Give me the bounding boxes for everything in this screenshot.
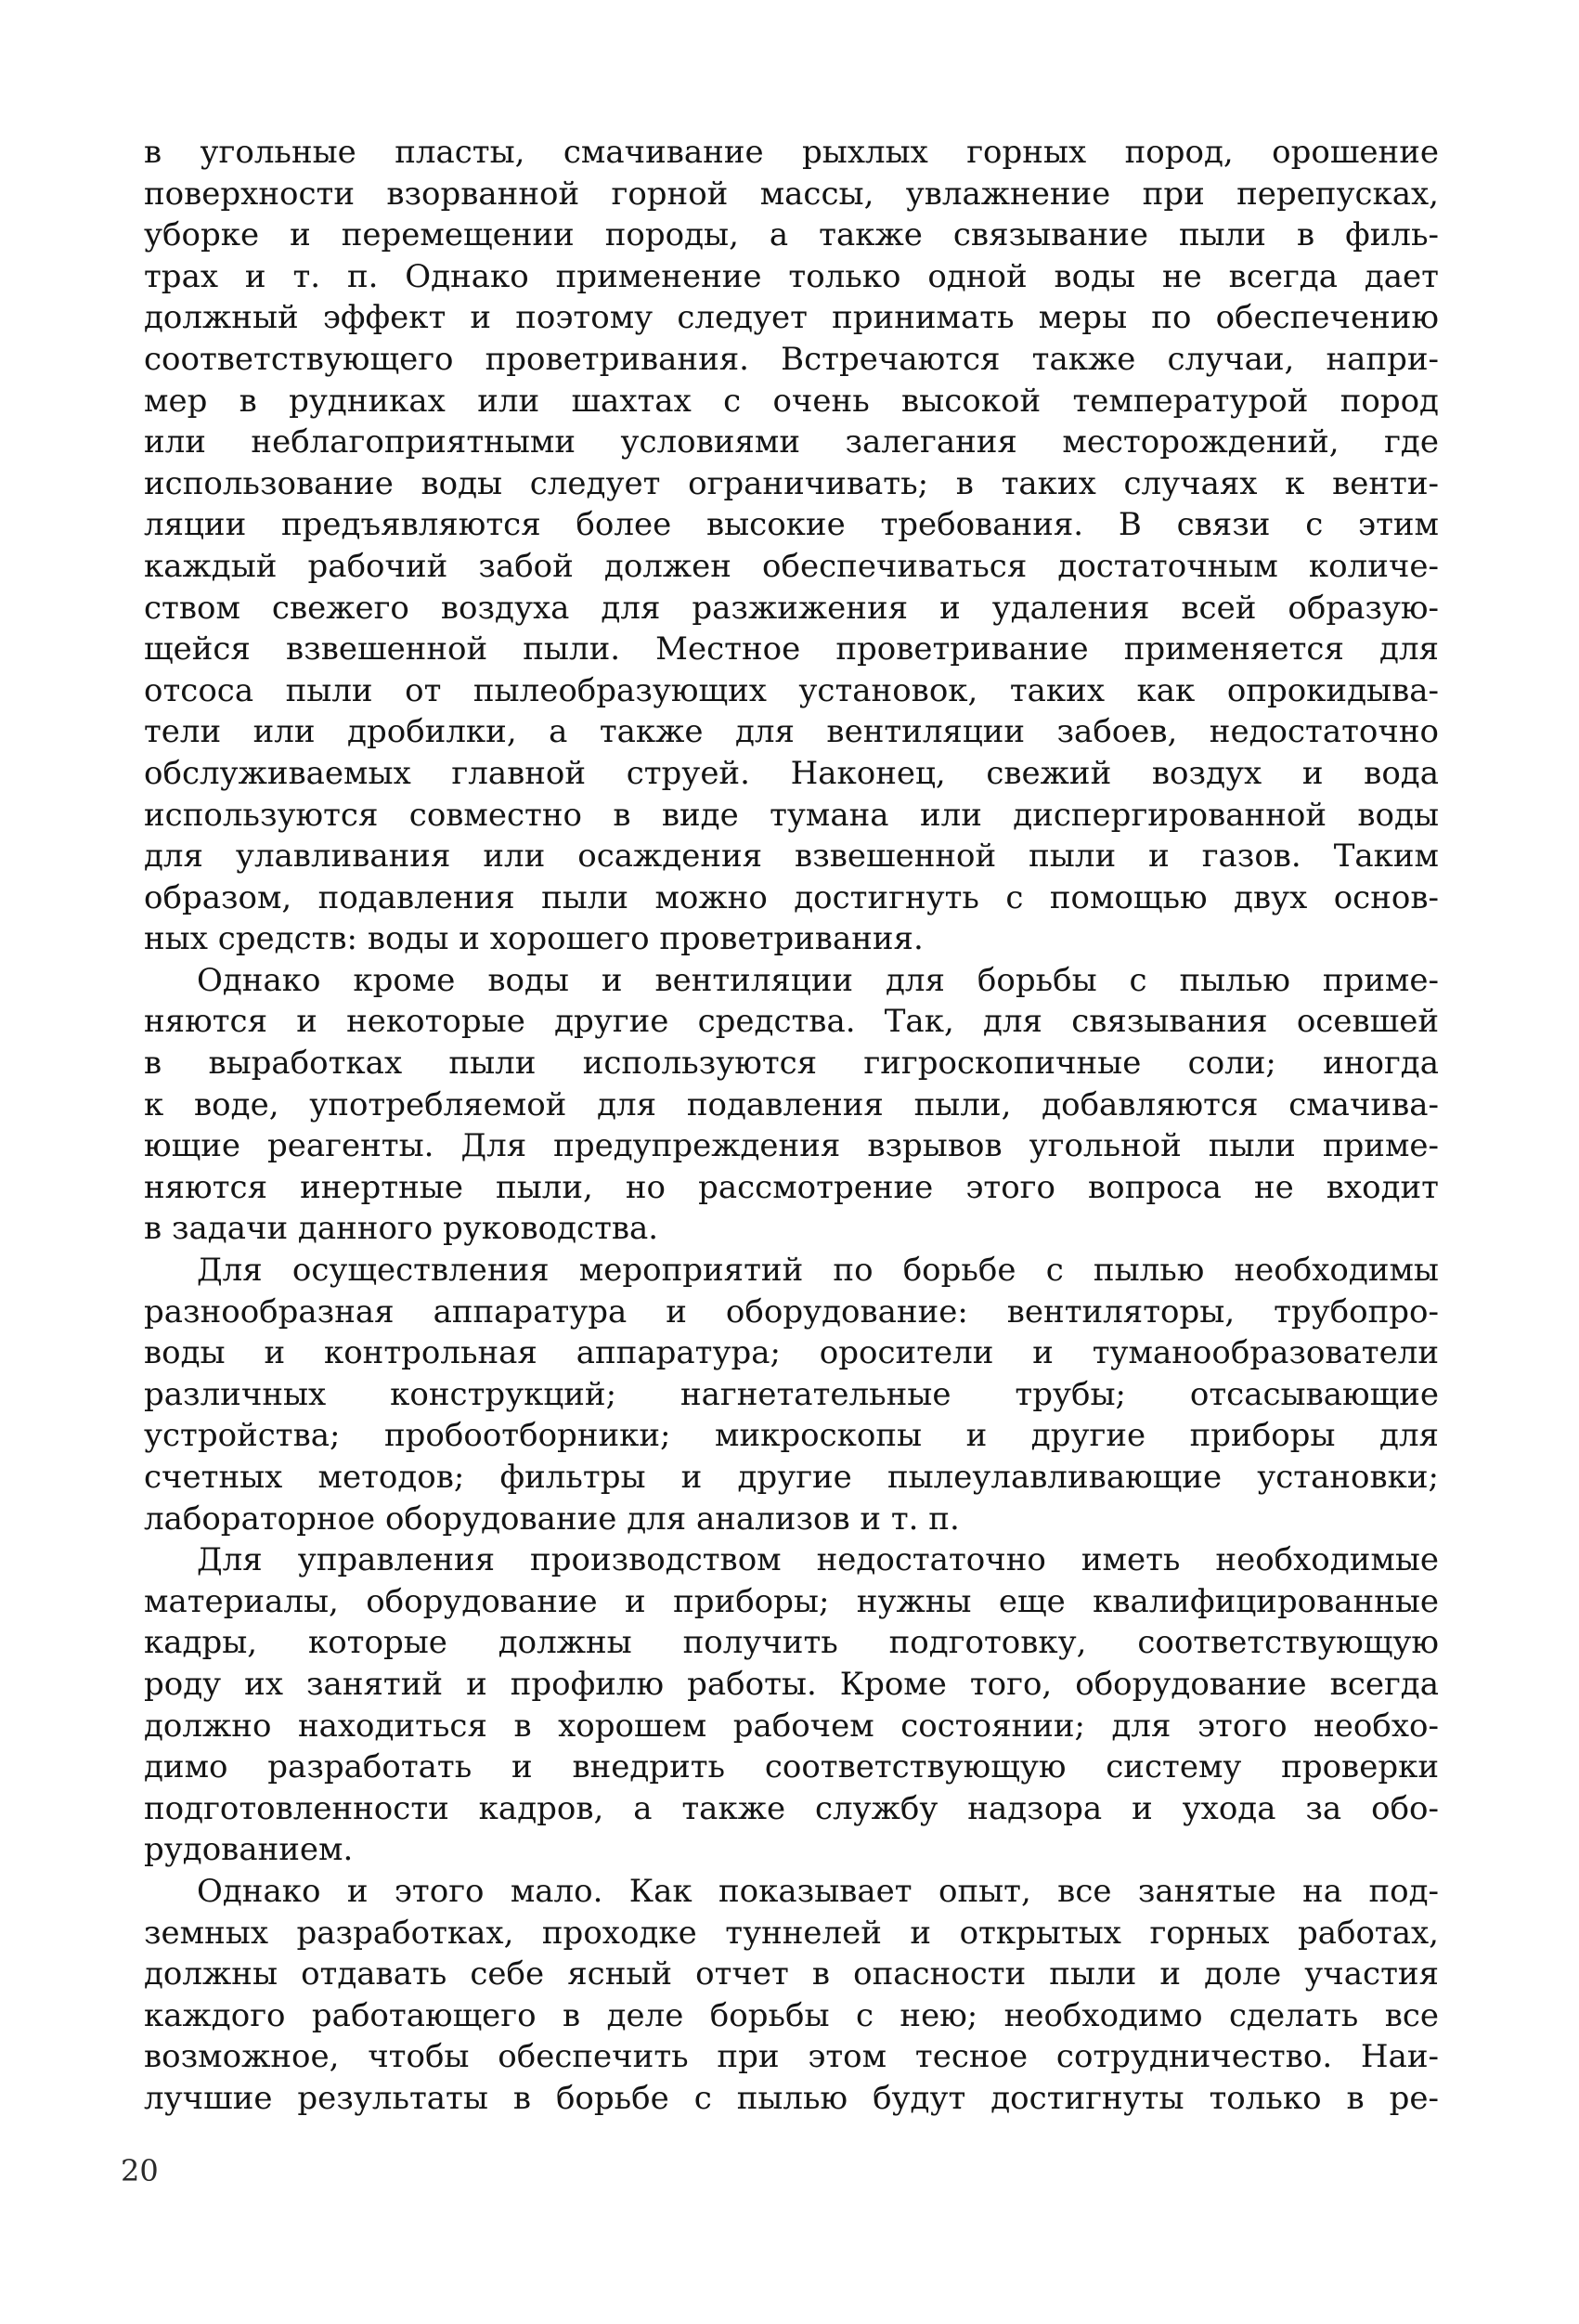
text-line: земных разработках, проходке туннелей и открытых горных работах, <box>144 1914 1439 1952</box>
body-text <box>144 132 1439 2120</box>
text-line: воды и контрольная аппаратура; оросители и туманообразователи <box>144 1334 1439 1372</box>
paragraph <box>144 1539 1439 1871</box>
text-line: рудованием. <box>144 1831 354 1869</box>
paragraph <box>144 960 1439 1250</box>
text-line: ющие реагенты. Для предупреждения взрывов угольной пыли приме- <box>144 1127 1439 1165</box>
text-line: ляции предъявляются более высокие требования. В связи с этим <box>144 506 1439 544</box>
text-line: разнообразная аппаратура и оборудование: вентиляторы, трубопро- <box>144 1292 1439 1331</box>
text-line: отсоса пыли от пылеобразующих установок, таких как опрокидыва- <box>144 671 1439 709</box>
text-line: образом, подавления пыли можно достигнуть с помощью двух основ- <box>144 878 1439 916</box>
text-line: Для осуществления мероприятий по борьбе с пылью необходимы <box>197 1252 1439 1290</box>
text-line: устройства; пробоотборники; микроскопы и другие приборы для <box>144 1417 1439 1455</box>
text-line: лучшие результаты в борьбе с пылью будут достигнуты только в ре- <box>144 2079 1439 2117</box>
text-line: лабораторное оборудование для анализов и т. п. <box>144 1500 960 1538</box>
text-line: димо разработать и внедрить соответствующую систему проверки <box>144 1748 1439 1786</box>
text-line: Однако кроме воды и вентиляции для борьбы с пылью приме- <box>197 961 1439 999</box>
text-line: щейся взвешенной пыли. Местное проветривание применяется для <box>144 630 1439 669</box>
text-line: няются и некоторые другие средства. Так, для связывания осевшей <box>144 1003 1439 1041</box>
text-line: в задачи данного руководства. <box>144 1210 659 1248</box>
text-line: возможное, чтобы обеспечить при этом тесное сотрудничество. Наи- <box>144 2038 1439 2076</box>
text-line: мер в рудниках или шахтах с очень высокой температурой пород <box>144 382 1439 420</box>
text-line: или неблагоприятными условиями залегания месторождений, где <box>144 423 1439 461</box>
text-line: каждый рабочий забой должен обеспечиваться достаточным количе- <box>144 547 1439 585</box>
text-line: трах и т. п. Однако применение только одной воды не всегда дает <box>144 257 1439 295</box>
text-line: должны отдавать себе ясный отчет в опасности пыли и доле участия <box>144 1955 1439 1993</box>
text-line: использование воды следует ограничивать; в таких случаях к венти- <box>144 464 1439 502</box>
paragraph <box>144 1871 1439 2120</box>
text-line: в угольные пласты, смачивание рыхлых горных пород, орошение <box>144 134 1439 171</box>
text-line: поверхности взорванной горной массы, увлажнение при перепусках, <box>144 175 1439 213</box>
text-line: няются инертные пыли, но рассмотрение этого вопроса не входит <box>144 1168 1439 1206</box>
text-line: каждого работающего в деле борьбы с нею; необходимо сделать все <box>144 1996 1439 2034</box>
text-line: материалы, оборудование и приборы; нужны еще квалифицированные <box>144 1582 1439 1620</box>
text-line: в выработках пыли используются гигроскопичные соли; иногда <box>144 1045 1439 1083</box>
text-line: уборке и перемещении породы, а также связывание пыли в филь- <box>144 216 1439 254</box>
paragraph <box>144 1250 1439 1539</box>
text-line: Однако и этого мало. Как показывает опыт, все занятые на под- <box>197 1872 1439 1910</box>
text-line: счетных методов; фильтры и другие пылеулавливающие установки; <box>144 1459 1439 1496</box>
text-line: подготовленности кадров, а также службу надзора и ухода за обо- <box>144 1789 1439 1827</box>
text-line: кадры, которые должны получить подготовку, соответствующую <box>144 1624 1439 1662</box>
text-line: к воде, употребляемой для подавления пыли, добавляются смачива- <box>144 1085 1439 1123</box>
text-line: используются совместно в виде тумана или диспергированной воды <box>144 796 1439 834</box>
text-line: ных средств: воды и хорошего проветривания. <box>144 920 924 958</box>
page-number: 20 <box>121 2153 159 2188</box>
paragraph <box>144 132 1439 960</box>
text-line: тели или дробилки, а также для вентиляции забоев, недостаточно <box>144 713 1439 751</box>
text-line: роду их занятий и профилю работы. Кроме того, оборудование всегда <box>144 1665 1439 1703</box>
text-line: Для управления производством недостаточно иметь необходимые <box>197 1541 1439 1579</box>
text-line: ством свежего воздуха для разжижения и удаления всей образую- <box>144 589 1439 627</box>
text-line: соответствующего проветривания. Встречаются также случаи, напри- <box>144 340 1439 378</box>
text-line: обслуживаемых главной струей. Наконец, свежий воздух и вода <box>144 754 1439 792</box>
text-line: должно находиться в хорошем рабочем состоянии; для этого необхо- <box>144 1707 1439 1745</box>
text-line: должный эффект и поэтому следует принимать меры по обеспечению <box>144 299 1439 337</box>
text-line: различных конструкций; нагнетательные трубы; отсасывающие <box>144 1375 1439 1413</box>
text-line: для улавливания или осаждения взвешенной пыли и газов. Таким <box>144 837 1439 876</box>
